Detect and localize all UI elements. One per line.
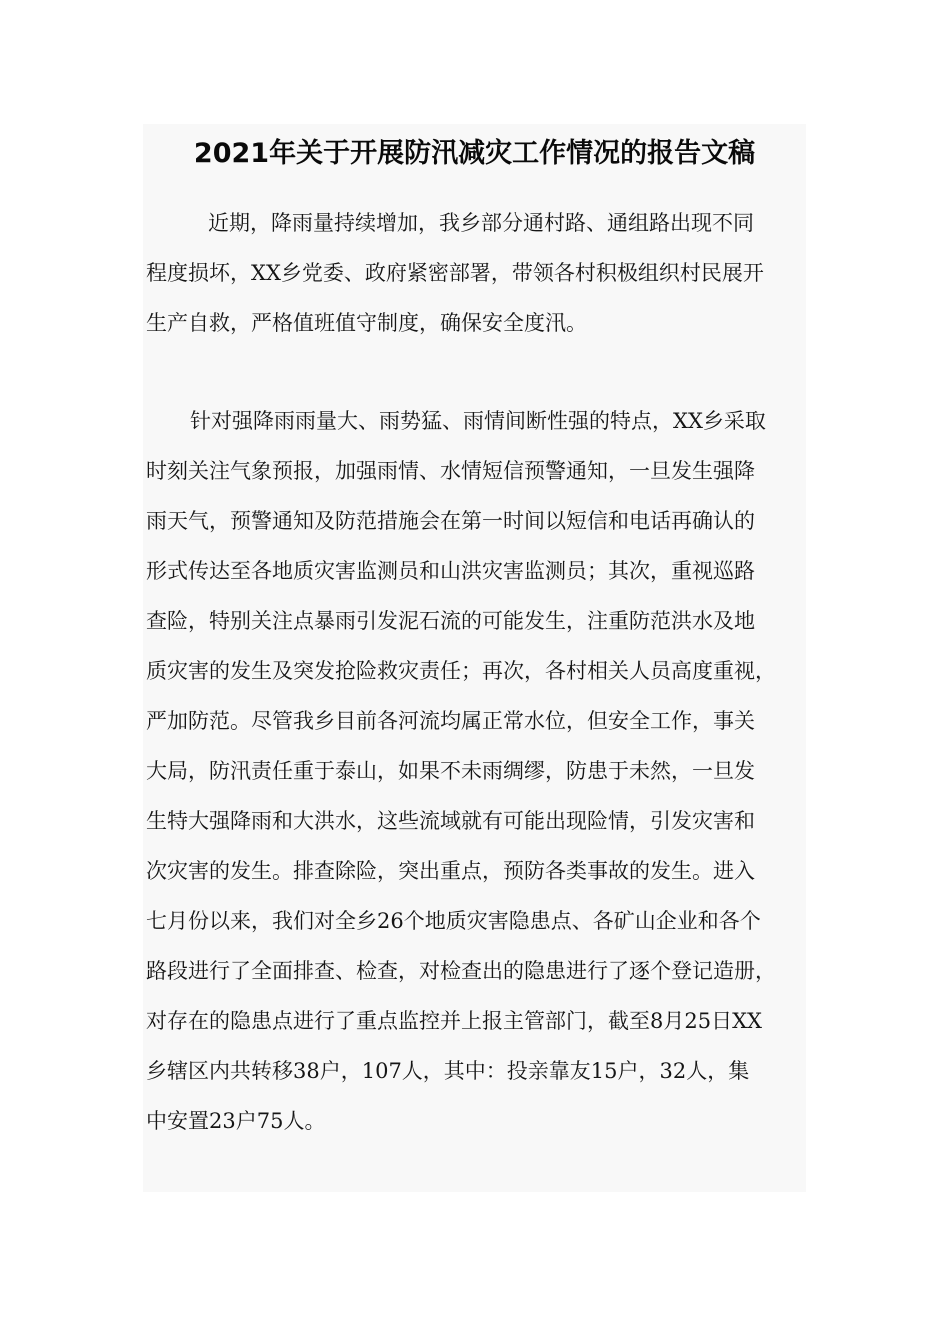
paragraph-line: 查险，特别关注点暴雨引发泥石流的可能发生，注重防范洪水及地 [146, 609, 755, 633]
paragraph-line: 雨天气，预警通知及防范措施会在第一时间以短信和电话再确认的 [146, 509, 755, 533]
paragraph-line: 近期，降雨量持续增加，我乡部分通村路、通组路出现不同 [208, 211, 754, 235]
paragraph-line: 针对强降雨雨量大、雨势猛、雨情间断性强的特点，XX乡采取 [190, 409, 766, 433]
paragraph-line: 时刻关注气象预报，加强雨情、水情短信预警通知，一旦发生强降 [146, 459, 755, 483]
paragraph-line: 七月份以来，我们对全乡26个地质灾害隐患点、各矿山企业和各个 [146, 909, 761, 933]
document-title: 2021年关于开展防汛减灾工作情况的报告文稿 [193, 138, 756, 169]
paragraph-line: 生产自救，严格值班值守制度，确保安全度汛。 [146, 311, 587, 335]
paragraph-line: 严加防范。尽管我乡目前各河流均属正常水位，但安全工作，事关 [146, 709, 755, 733]
paragraph-line: 路段进行了全面排查、检查，对检查出的隐患进行了逐个登记造册， [146, 959, 776, 983]
paragraph-line: 大局，防汛责任重于泰山，如果不未雨绸缪，防患于未然，一旦发 [146, 759, 755, 783]
paragraph-line: 形式传达至各地质灾害监测员和山洪灾害监测员；其次，重视巡路 [146, 559, 755, 583]
paragraph-line: 乡辖区内共转移38户，107人，其中：投亲靠友15户，32人，集 [146, 1059, 750, 1083]
paragraph-2 [146, 396, 776, 1146]
paragraph-1 [146, 198, 764, 348]
paragraph-line: 次灾害的发生。排查除险，突出重点，预防各类事故的发生。进入 [146, 859, 755, 883]
paragraph-line: 质灾害的发生及突发抢险救灾责任；再次，各村相关人员高度重视， [146, 659, 776, 683]
paragraph-line: 程度损坏，XX乡党委、政府紧密部署，带领各村积极组织村民展开 [146, 261, 764, 285]
paragraph-line: 生特大强降雨和大洪水，这些流域就有可能出现险情，引发灾害和 [146, 809, 755, 833]
paragraph-line: 对存在的隐患点进行了重点监控并上报主管部门，截至8月25日XX [146, 1009, 762, 1033]
paragraph-line: 中安置23户75人。 [146, 1109, 326, 1133]
